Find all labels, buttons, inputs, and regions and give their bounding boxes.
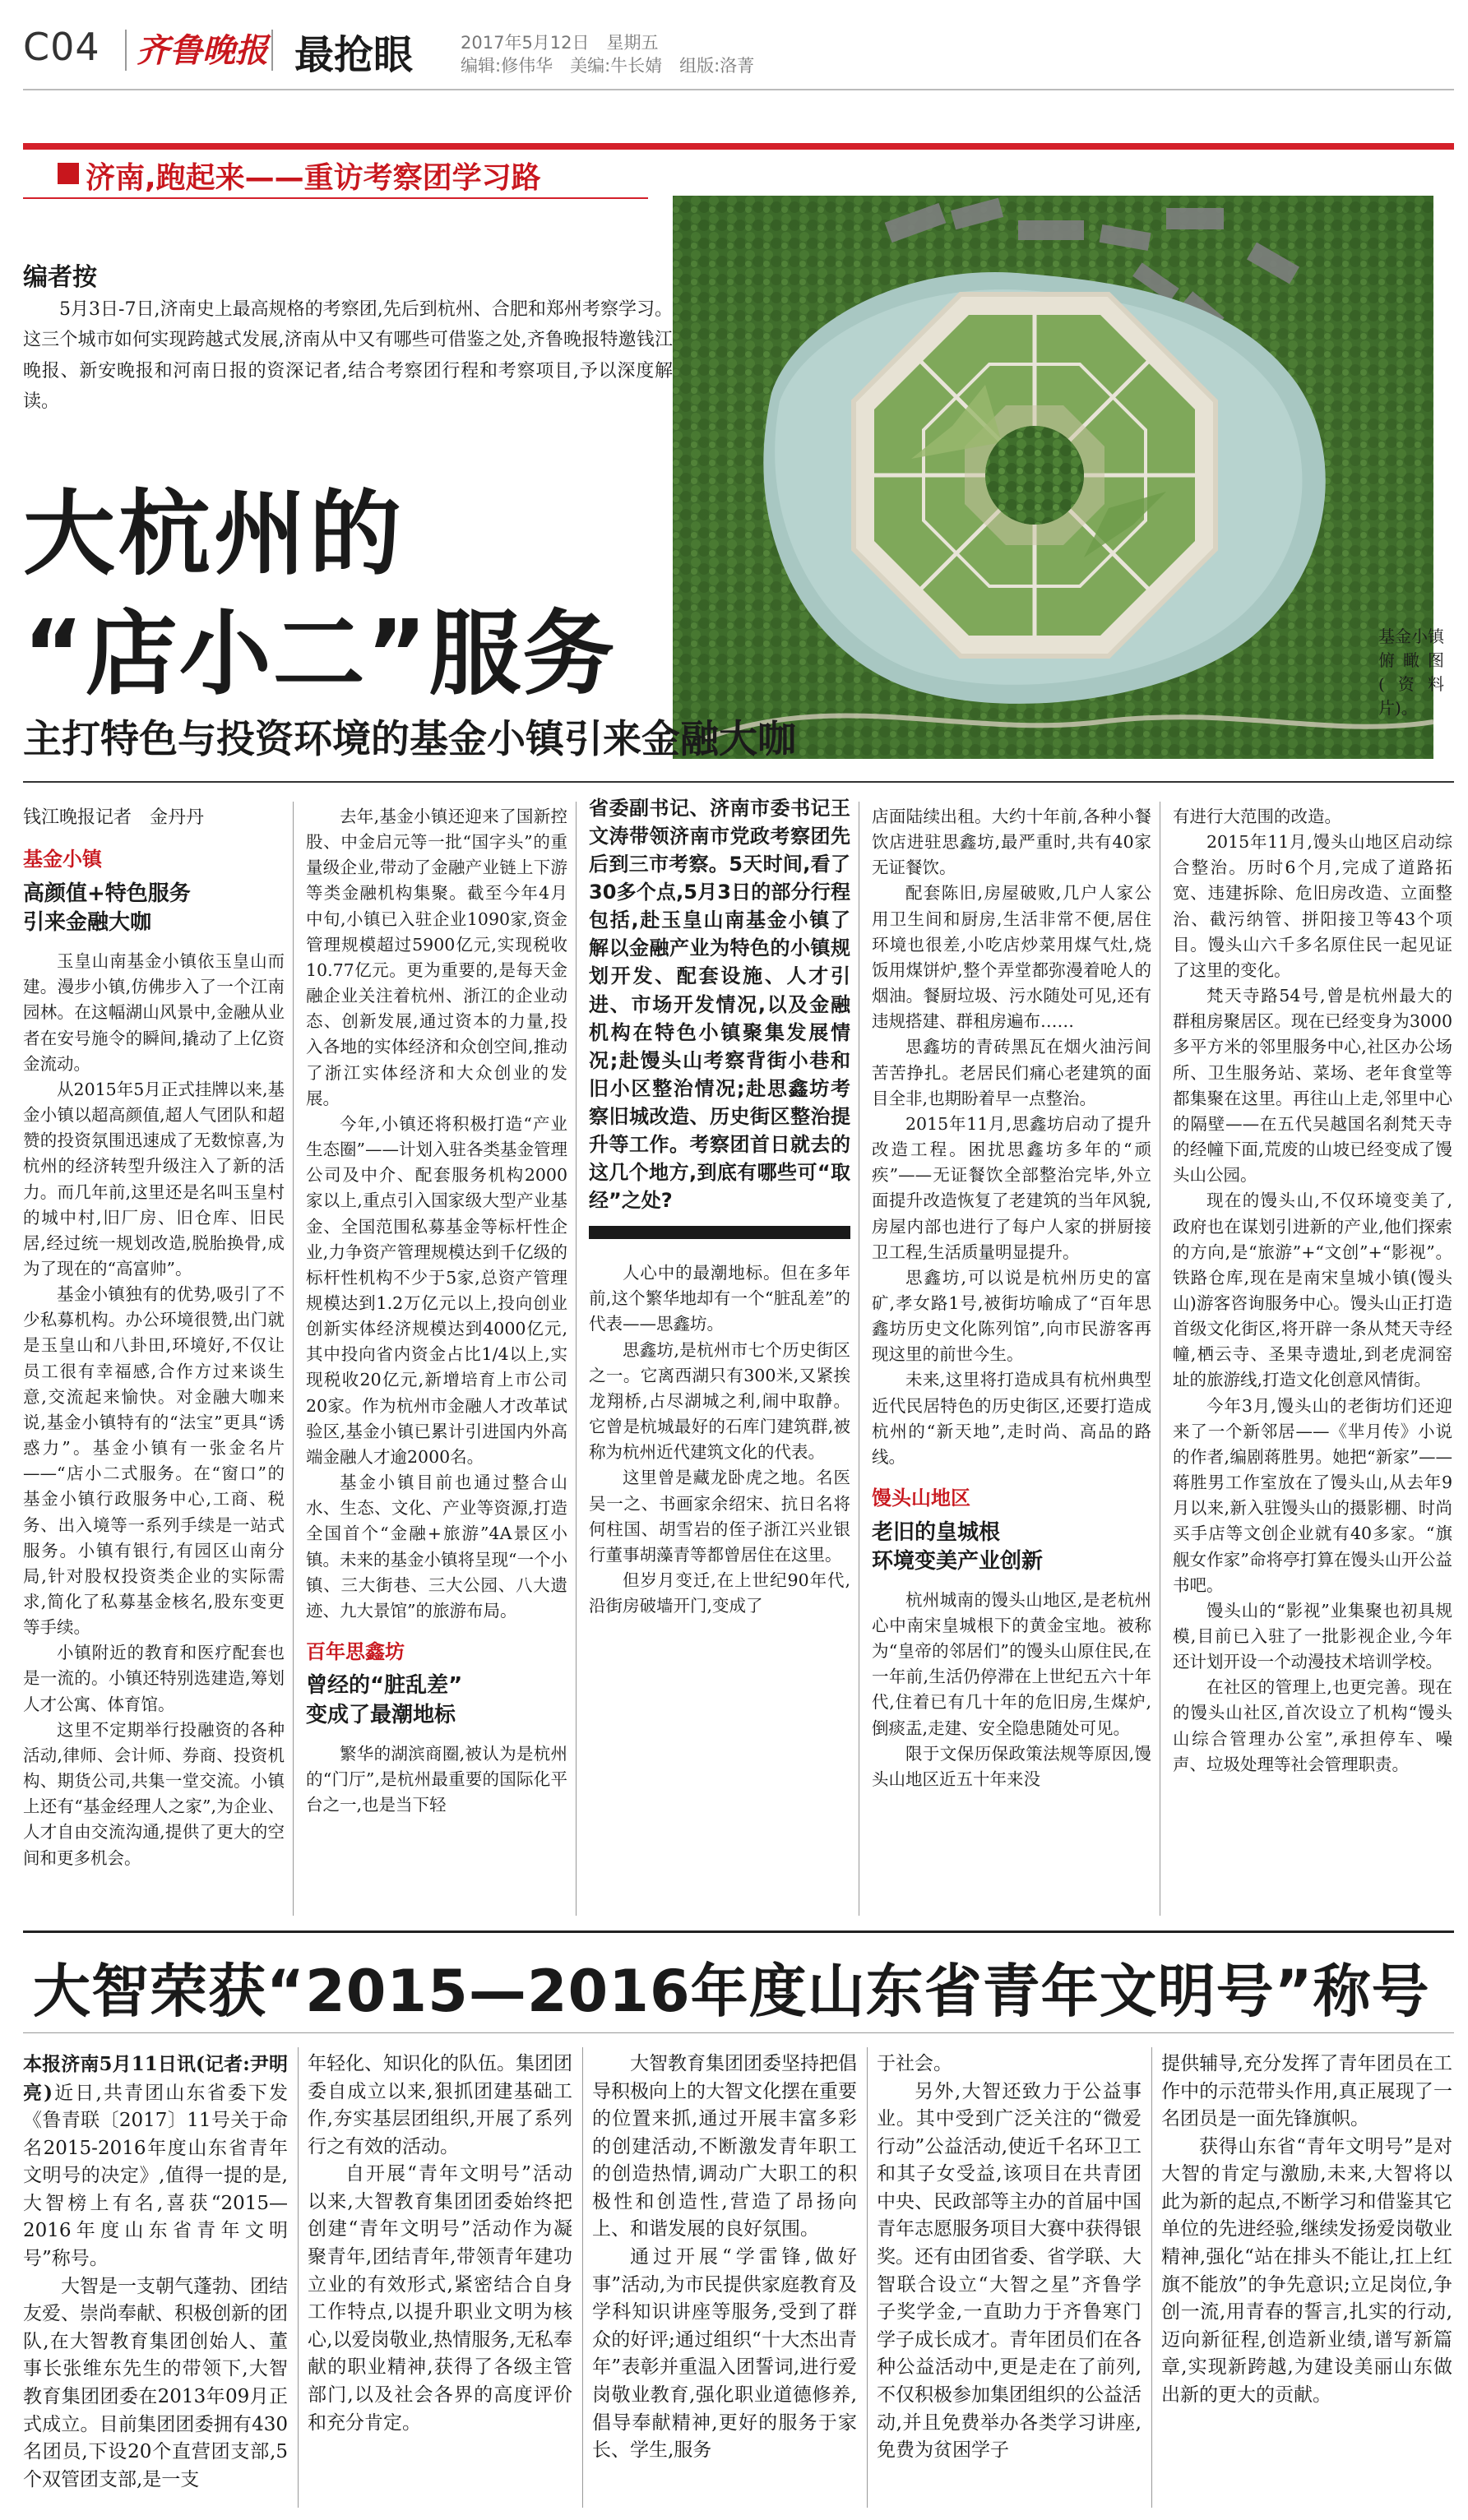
paragraph: 年轻化、知识化的队伍。集团团委自成立以来,狠抓团建基础工作,夯实基层团组织,开展了系列行之有效的活动。 <box>308 2053 572 2157</box>
subheadline: 主打特色与投资环境的基金小镇引来金融大咖 <box>23 717 796 762</box>
article-column-3 <box>589 794 850 1619</box>
header-rule <box>23 89 1454 90</box>
paragraph: 基金小镇独有的优势,吸引了不少私募机构。办公环境很赞,出门就是玉皇山和八卦田,环境好,不仅让员工很有幸福感,合作方过来谈生意,交流起来愉快。对金融大咖来说,基金小镇特有的“法宝”更具“诱惑力”。基金小镇有一张金名片——“店小二式服务。在“窗口”的基金小镇行政服务中心,工商、税务、出入境等一系列手续是一站式服务。小镇有银行,有园区山南分局,针对股权投资类企业的实际需求,简化了私募基金核名,股东变更等手续。 <box>23 1284 285 1638</box>
article2-byline: 本报济南5月11日讯(记者:尹明亮) <box>23 2053 288 2104</box>
paragraph: 今年,小镇还将积极打造“产业生态圈”——计划入驻各类基金管理公司及中介、配套服务机构2000家以上,重点引入国家级大型产业基金、全国范围私募基金等标杆性企业,力争资产管理规模达到千亿级的标杆性机构不少于5家,总资产管理规模达到1.2万亿元以上,投向创业创新实体经济规模达到4000亿元,其中投向省内资金占比1/4以上,实现税收20亿元,新增培育上市公司20家。作为杭州市金融人才改革试验区,基金小镇已累计引进国内外高端金融人才逾2000名。 <box>306 1113 567 1467</box>
section-label: 百年思鑫坊 <box>306 1640 405 1663</box>
section-title: 曾经的“脏乱差” 变成了最潮地标 <box>306 1673 463 1727</box>
paragraph: 从2015年5月正式挂牌以来,基金小镇以超高颜值,超人气团队和超赞的投资氛围迅速成了无数惊喜,为杭州的经济转型升级注入了新的活力。而几年前,这里还是名叫玉皇村的城中村,旧厂房、旧仓库、旧民居,经过统一规划改造,脱胎换骨,成为了现在的“高富帅”。 <box>23 1079 285 1278</box>
page-number: C04 <box>23 25 100 69</box>
column-rule <box>1151 2047 1152 2508</box>
paragraph: 小镇附近的教育和医疗配套也是一流的。小镇还特别选建造,筹划人才公寓、体育馆。 <box>23 1643 285 1714</box>
blurb-bar <box>589 1226 850 1239</box>
column-rule <box>576 802 577 1916</box>
paragraph: 未来,这里将打造成具有杭州典型近代民居特色的历史街区,还要打造成杭州的“新天地”,走时尚、高品的路线。 <box>872 1370 1151 1467</box>
paragraph: 近日,共青团山东省委下发《鲁青联〔2017〕11号关于命名2015-2016年度山东省青年文明号的决定》,值得一提的是,大智榜上有名,喜获“2015—2016年度山东省青年文明号”称号。 <box>23 2082 289 2270</box>
paragraph: 但岁月变迁,在上世纪90年代,沿街房破墙开门,变成了 <box>589 1570 850 1616</box>
article2-column-4 <box>877 2051 1142 2465</box>
headline-line-1: 大杭州的 <box>23 481 405 588</box>
paragraph: 自开展“青年文明号”活动以来,大智教育集团团委始终把创建“青年文明号”活动作为凝聚青年,团结青年,带领青年建功立业的有效形式,紧密结合自身工作特点,以提升职业文明为核心,以爱岗敬业,热情服务,无私奉献的职业精神,获得了各级主管部门,以及社会各界的高度评价和充分肯定。 <box>308 2163 572 2434</box>
article-column-2 <box>306 804 567 1818</box>
paragraph: 2015年11月,馒头山地区启动综合整治。历时6个月,完成了道路拓宽、违建拆除、危旧房改造、立面整治、截污纳管、拼阳接卫等43个项目。馒头山六千多名原住民一起见证了这里的变化。 <box>1173 832 1452 980</box>
paragraph: 现在的馒头山,不仅环境变美了,政府也在谋划引进新的产业,他们探索的方向,是“旅游”+“文创”+“影视”。铁路仓库,现在是南宋皇城小镇(馒头山)游客咨询服务中心。馒头山正打造首级文化街区,将开辟一条从梵天寺经幢,栖云寺、圣果寺遗址,到老虎洞窑址的旅游线,打造文化创意风情街。 <box>1173 1191 1452 1390</box>
section-title: 高颜值+特色服务 引来金融大咖 <box>23 881 191 935</box>
subheadline-rule <box>23 781 1454 783</box>
paragraph: 于社会。 <box>877 2053 952 2074</box>
paragraph: 通过开展“学雷锋,做好事”活动,为市民提供家庭教育及学科知识讲座等服务,受到了群众的好评;通过组织“十大杰出青年”表彰并重温入团誓词,进行爱岗敬业教育,强化职业道德修养,倡导奉献精神,更好的服务于家长、学生,服务 <box>592 2246 857 2462</box>
paragraph: 梵天寺路54号,曾是杭州最大的群租房聚居区。现在已经变身为3000多平方米的邻里服务中心,社区办公场所、卫生服务站、菜场、老年食堂等都集聚在这里。再往山上走,邻里中心的隔壁——在五代吴越国名刹梵天寺的经幢下面,荒废的山坡已经变成了馒头山公园。 <box>1173 986 1452 1186</box>
headline-line-2: “店小二”服务 <box>23 601 617 708</box>
article2-column-1 <box>23 2051 288 2494</box>
paragraph: 今年3月,馒头山的老街坊们还迎来了一个新邻居——《芈月传》小说的作者,编剧蒋胜男。她把“新家”——蒋胜男工作室放在了馒头山,从去年9月以来,新入驻馒头山的摄影棚、时尚买手店等文创企业就有40多家。“旗舰女作家”命将亭打算在馒头山开公益书吧。 <box>1173 1395 1452 1595</box>
byline: 钱江晚报记者 金丹丹 <box>23 807 205 828</box>
paragraph: 这里曾是藏龙卧虎之地。名医吴一之、书画家余绍宋、抗日名将何柱国、胡雪岩的侄子浙江兴业银行董事胡藻青等都曾居住在这里。 <box>589 1468 850 1565</box>
aerial-photo <box>673 196 1433 759</box>
paragraph: 限于文保历保政策法规等原因,馒头山地区近五十年来没 <box>872 1743 1151 1789</box>
article2-column-3 <box>592 2051 857 2465</box>
paragraph: 获得山东省“青年文明号”是对大智的肯定与激励,未来,大智将以此为新的起点,不断学习和借鉴其它单位的先进经验,继续发扬爱岗敬业精神,强化“站在排头不能让,扛上红旗不能放”的争先意识;立足岗位,争创一流,用青春的誓言,扎实的行动,迈向新征程,创造新业绩,谱写新篇章,实现新跨越,为建设美丽山东做出新的更大的贡献。 <box>1161 2135 1452 2406</box>
paragraph: 思鑫坊的青砖黑瓦在烟火油污间苦苦挣扎。老居民们痛心老建筑的面目全非,也期盼着早一点整治。 <box>872 1037 1151 1108</box>
article2-column-5 <box>1161 2051 1452 2410</box>
paragraph: 馒头山的“影视”业集聚也初具规模,目前已入驻了一批影视企业,今年还计划开设一个动漫技术培训学校。 <box>1173 1600 1452 1672</box>
paragraph: 有进行大范围的改造。 <box>1173 807 1341 826</box>
summary-blurb: 省委副书记、济南市委书记王文涛带领济南市党政考察团先后到三市考察。5天时间,看了30多个点,5月3日的部分行程包括,赴玉皇山南基金小镇了解以金融产业为特色的小镇规划开发、配套设施、人才引进、市场开发情况,以及金融机构在特色小镇聚集发展情况;赴馒头山考察背街小巷和旧小区整治情况;赴思鑫坊考察旧城改造、历史街区整治提升等工作。考察团首日就去的这几个地方,到底有哪些可“取经”之处? <box>589 797 850 1213</box>
paragraph: 基金小镇目前也通过整合山水、生态、文化、产业等资源,打造全国首个“金融+旅游”4A景区小镇。未来的基金小镇将呈现“一个小镇、三大街巷、三大公园、八大遗迹、九大景馆”的旅游布局。 <box>306 1473 567 1621</box>
paragraph: 玉皇山南基金小镇依玉皇山而建。漫步小镇,仿佛步入了一个江南园林。在这幅湖山风景中,金融从业者在安号施令的瞬间,撬动了上亿资金流动。 <box>23 951 285 1074</box>
article-divider <box>23 1930 1454 1933</box>
editors-credit: 编辑:修伟华 美编:牛长婧 组版:洛菁 <box>461 56 755 76</box>
paragraph: 杭州城南的馒头山地区,是老杭州心中南宋皇城根下的黄金宝地。被称为“皇帝的邻居们”的馒头山原住民,在一年前,生活仍停滞在上世纪五六十年代,住着已有几十年的危旧房,生煤炉,倒痰盂,走建、安全隐患随处可见。 <box>872 1589 1151 1738</box>
paragraph: 配套陈旧,房屋破败,几户人家公用卫生间和厨房,生活非常不便,居住环境也很差,小吃店炒菜用煤气灶,烧饭用煤饼炉,整个弄堂都弥漫着呛人的烟油。餐厨垃圾、污水随处可见,还有违规搭建、群租房遍布…… <box>872 883 1151 1032</box>
paragraph: 思鑫坊,是杭州市七个历史街区之一。它离西湖只有300米,又紧挨龙翔桥,占尽湖城之利,闹中取静。它曾是杭城最好的石库门建筑群,被称为杭州近代建筑文化的代表。 <box>589 1339 850 1463</box>
paragraph: 人心中的最潮地标。但在多年前,这个繁华地却有一个“脏乱差”的代表——思鑫坊。 <box>589 1263 850 1334</box>
paragraph: 另外,大智还致力于公益事业。其中受到广泛关注的“微爱行动”公益活动,使近千名环卫工和其子女受益,该项目在共青团中央、民政部等主办的首届中国青年志愿服务项目大赛中获得银奖。还有由团省委、省学联、大智联合设立“大智之星”齐鲁学子奖学金,一直助力于齐鲁寒门学子成长成才。青年团员们在各种公益活动中,更是走在了前列,不仅积极参加集团组织的公益活动,并且免费举办各类学习讲座,免费为贫困学子 <box>877 2080 1142 2462</box>
article2-headline: 大智荣获“2015—2016年度山东省青年文明号”称号 <box>33 1958 1430 2025</box>
column-rule <box>582 2047 583 2508</box>
section-label: 基金小镇 <box>23 848 102 872</box>
article-column-4 <box>872 804 1151 1792</box>
paragraph: 大智教育集团团委坚持把倡导积极向上的大智文化摆在重要的位置来抓,通过开展丰富多彩的创建活动,不断激发青年职工的创造热情,调动广大职工的积极性和创造性,营造了昂扬向上、和谐发展的良好氛围。 <box>592 2053 857 2240</box>
column-rule <box>867 2047 868 2508</box>
masthead-logo: 齐鲁晚报 <box>137 31 268 70</box>
article-column-1 <box>23 804 285 1871</box>
section-label: 馒头山地区 <box>872 1487 970 1510</box>
column-rule <box>298 2047 299 2508</box>
header-divider <box>125 30 127 71</box>
paragraph: 这里不定期举行投融资的各种活动,律师、会计师、券商、投资机构、期货公司,共集一堂交流。小镇上还有“基金经理人之家”,为企业、人才自由交流沟通,提供了更大的空间和更多机会。 <box>23 1719 285 1868</box>
header-divider <box>271 30 273 71</box>
paragraph: 提供辅导,充分发挥了青年团员在工作中的示范带头作用,真正展现了一名团员是一面先锋旗帜。 <box>1161 2053 1452 2130</box>
series-marker <box>58 163 79 184</box>
section-name: 最抢眼 <box>294 32 414 78</box>
column-rule <box>293 802 294 1916</box>
article-column-5 <box>1173 804 1452 1778</box>
paragraph: 去年,基金小镇还迎来了国新控股、中金启元等一批“国字头”的重量级企业,带动了金融产业链上下游等类金融机构集聚。截至今年4月中旬,小镇已入驻企业1090家,资金管理规模超过5900亿元,实现税收10.77亿元。更为重要的,是每天金融企业关注着杭州、浙江的企业动态、创新发展,通过资本的力量,投入各地的实体经济和众创空间,推动了浙江实体经济和大众创业的发展。 <box>306 807 567 1108</box>
paragraph: 在社区的管理上,也更完善。现在的馒头山社区,首次设立了机构“馒头山综合管理办公室”,承担停车、噪声、垃圾处理等社会管理职责。 <box>1173 1677 1452 1774</box>
editor-note-text: 5月3日-7日,济南史上最高规格的考察团,先后到杭州、合肥和郑州考察学习。这三个城市如何实现跨越式发展,济南从中又有哪些可借鉴之处,齐鲁晚报特邀钱江晚报、新安晚报和河南日报的资深记者,结合考察团行程和考察项目,予以深度解读。 <box>23 299 673 413</box>
issue-date: 2017年5月12日 星期五 <box>461 33 659 53</box>
paragraph: 2015年11月,思鑫坊启动了提升改造工程。困扰思鑫坊多年的“顽疾”——无证餐饮全部整治完毕,外立面提升改造恢复了老建筑的当年风貌,房屋内部也进行了每户人家的拼厨接卫工程,生活质量明显提升。 <box>872 1113 1151 1262</box>
paragraph: 大智是一支朝气蓬勃、团结友爱、崇尚奉献、积极创新的团队,在大智教育集团创始人、董事长张维东先生的带领下,大智教育集团团委在2013年09月正式成立。目前集团团委拥有430名团员,下设20个直营团支部,5个双管团支部,是一支 <box>23 2275 288 2490</box>
series-underline <box>23 197 648 199</box>
article2-column-2 <box>308 2051 572 2437</box>
article2-rule <box>23 2032 1454 2033</box>
section-title: 老旧的皇城根 环境变美产业创新 <box>872 1519 1044 1574</box>
paragraph: 店面陆续出租。大约十年前,各种小餐饮店进驻思鑫坊,最严重时,共有40家无证餐饮。 <box>872 807 1151 878</box>
series-bar <box>23 143 1454 150</box>
paragraph: 繁华的湖滨商圈,被认为是杭州的“门厅”,是杭州最重要的国际化平台之一,也是当下轻 <box>306 1743 567 1815</box>
paragraph: 思鑫坊,可以说是杭州历史的富矿,孝女路1号,被街坊喻成了“百年思鑫坊历史文化陈列馆”,向市民游客再现这里的前世今生。 <box>872 1267 1151 1365</box>
series-title: 济南,跑起来——重访考察团学习路 <box>86 161 541 195</box>
editor-note-label: 编者按 <box>23 263 97 292</box>
photo-caption: 基金小镇俯瞰图(资料片)。 <box>1378 627 1444 718</box>
